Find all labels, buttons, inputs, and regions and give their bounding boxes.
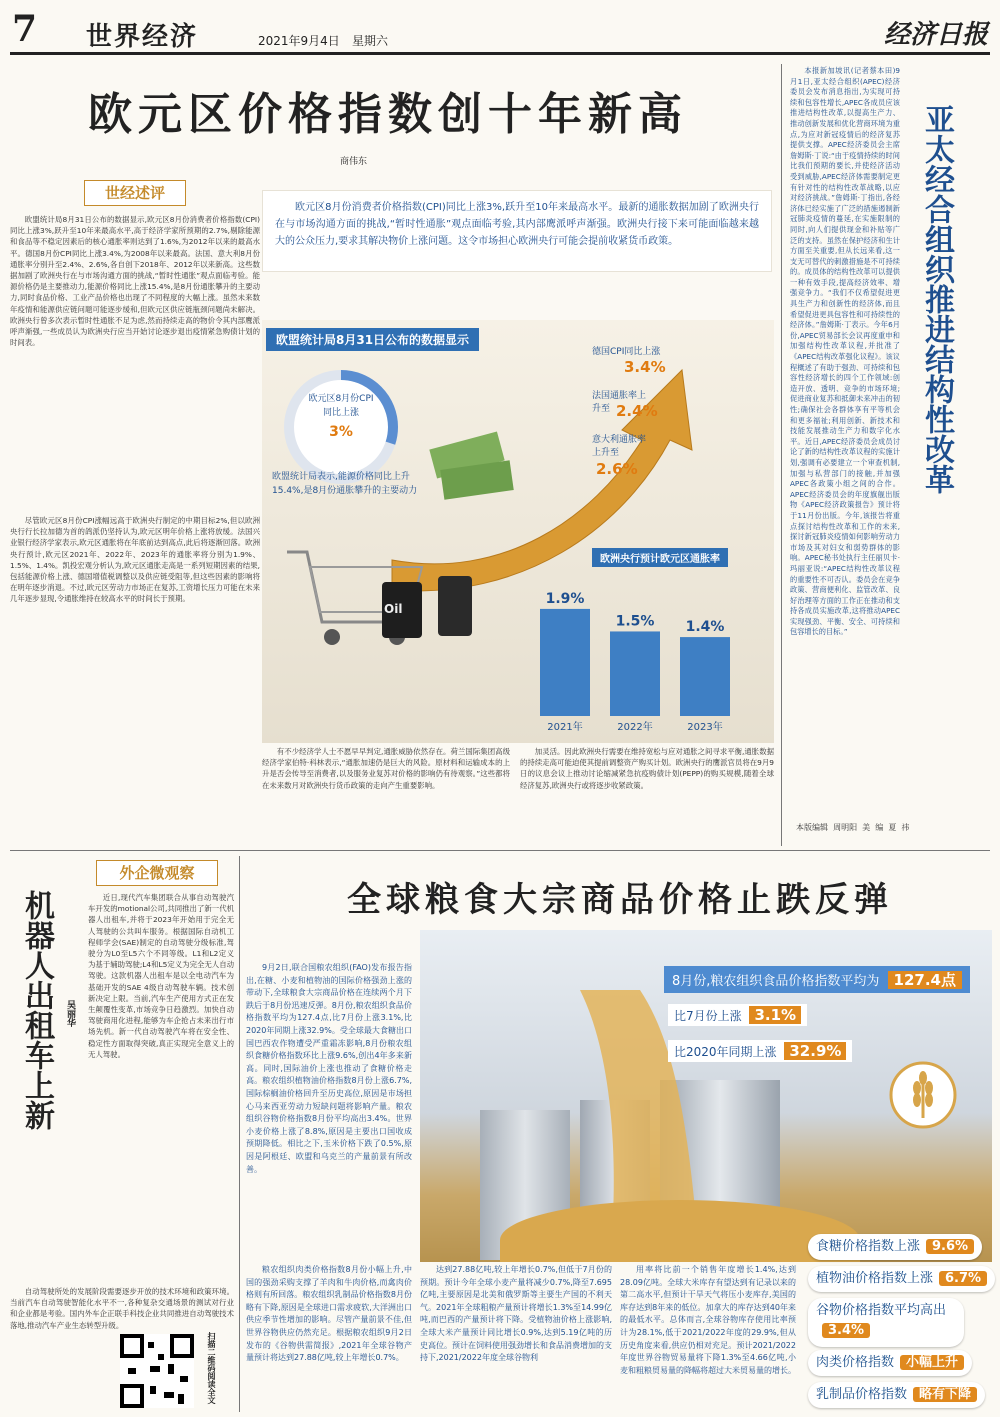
- mom-label: 比7月份上涨: [674, 1009, 742, 1023]
- fold-rule: [10, 850, 990, 851]
- page-number: 7: [12, 8, 38, 50]
- infographic-eurostat: [262, 320, 774, 743]
- mom-value: 3.1%: [749, 1006, 801, 1024]
- issue-weekday: 星期六: [352, 34, 389, 48]
- index-pill-meat: [808, 1350, 972, 1376]
- index-pill-sugar: [808, 1234, 982, 1260]
- apec-body: 本报新加坡讯(记者蔡本田)9月1日,亚太经合组织(APEC)经济委员会发布消息指出,为实现可持续和包容性增长,APEC各成员应该推进结构性改革,以提高生产力、推动创新发展和优化营商环境为重点,为应对新冠疫情后的经济复苏提供支撑。APEC经济委员会主席詹姆斯·丁说:“由于疫情持续的时间比我们预期的要长,并使经济活动受到威胁,APEC经济体需要制定更有针对性的结构性改革战略,以应对经济挑战。”詹姆斯·丁指出,各经济体已经实施了广泛的措施遏制新冠肺炎疫情的蔓延,在实施限制的同时,向人们提供现金和补贴等广泛的支持。虽然在保护经济和生计方面至关重要,但从长远来看,这一支无可替代的刺激措施是不可持续的。成员体的结构性改革可以提供一种有效手段,提高经济效率、增强竞争力。“我们不仅希望促进更具生产力和创新性的经济体,而且希望促进更具包容性和可持续性的经济体。”詹姆斯·丁表示。今年6月份,APEC贸易部长会议再度重申和加强结构性改革议程,并批准了《APEC结构改革强化议程》。该议程概述了有助于强劲、可持续和包容性经济增长的四个工作领域:创造开放、透明、竞争的市场环境;促进商业复苏和抵御未来冲击的韧性;确保社会各群体享有平等机会和更多福祉;利用创新、新技术和技能发展推动生产力和数字化水平。近日,APEC经济委员会成员讨论了新的结构性改革议程的实施计划,强调有必要建立一个审查机制,加强与私营部门的接触,并加强APEC各政策小组之间的合作。APEC经济委员会的年度旗舰出版物《APEC经济政策报告》预计将于11月份出版。今年,该报告将重点探讨结构性改革和工作的未来,探讨新冠肺炎疫情如何影响劳动力市场及其对妇女和弱势群体的影响。APEC秘书处执行主任丽贝卡·玛丽亚说:“APEC结构性改革议程的重要性不可否认。委员会在竞争政策、营商便利化、监管改革、良好治理等方面的工作正在推动和支持各成员实施改革,这将推动APEC实现强劲、平衡、安全、可持续和包容增长的目标。”: [790, 66, 900, 637]
- index-pill-cereal: [808, 1298, 964, 1347]
- section-name: 世界经济: [86, 22, 199, 52]
- forecast-bar-value: 1.4%: [685, 619, 725, 636]
- country-label-de: 德国CPI同比上涨: [592, 347, 661, 357]
- index-label: 乳制品价格指数: [816, 1387, 908, 1402]
- forecast-bar: [610, 631, 660, 716]
- story3-column-d: 用率将比前一个销售年度增长1.4%,达到28.09亿吨。全球大米库存有望达到有记录以来的第二高水平,但预计干旱天气将压小麦库存,美国的库存达到8年来的低位。加拿大的库存达到40年来的最低水平。总体而言,全球谷物库存使用比率预计为28.1%,低于2021/2022年度的29.9%,但从历史角度来看,供应仍相对充足。预计2021/2022年度世界谷物贸易量将下降1.3%至4.66亿吨,小麦和粗粮贸易量的降幅将超过大米贸易量的增长。: [620, 1265, 796, 1375]
- forecast-bar-category: 2022年: [617, 722, 653, 733]
- forecast-title: 欧洲央行预计欧元区通胀率: [592, 548, 728, 567]
- fao-index-value: 127.4点: [888, 971, 962, 989]
- cpi-ring-value: 3%: [329, 424, 353, 440]
- story1-column-d: 加灵活。因此欧洲央行需要在维持宽松与应对通胀之间寻求平衡,通胀数据的持续走高可能迫使其提前调整资产购买计划。欧洲央行的鹰派官员将在9月9日的议息会议上推动讨论缩减紧急抗疫购债计划(PEPP)的购买规模,随着全球经济复苏,欧洲央行或将逐步收紧政策。: [520, 747, 774, 790]
- issue-date: 2021年9月4日: [258, 34, 340, 48]
- index-value: 9.6%: [926, 1239, 974, 1254]
- index-pill-dairy: [808, 1382, 985, 1408]
- forecast-bar-chart: [522, 566, 752, 736]
- robotaxi-text-a: 近日,现代汽车集团联合从事自动驾驶汽车开发的motional公司,共同推出了新一代机器人出租车,并将于2023年开始用于完全无人驾驶的公共叫车服务。根据国际自动机工程师学会(SAE)制定的自动驾驶分级标准,驾驶分为L0至L5六个不同等级。L1和L2定义为基于辅助驾驶;L4和L5定义为完全无人自动驾驶。这款机器人出租车是以全电动汽车为基础开发的SAE 4级自动驾驶车辆。技术创新决定上限。当前,汽车生产使用方式正在发生颠覆性变革,市场竞争日趋激烈。加快自动驾驶商用化进程,能够为车企抢占未来出行市场先机。新一代自动驾驶汽车将在安全性、稳定性方面取得突破,真正实现完全意义上的无人驾驶。: [88, 893, 234, 1059]
- index-value: 略有下降: [913, 1387, 977, 1402]
- index-label: 食糖价格指数上涨: [816, 1239, 921, 1254]
- apec-title: 亚太经合组织推进结构性改革: [919, 104, 954, 494]
- forecast-bar-category: 2023年: [687, 722, 723, 733]
- yoy-value: 32.9%: [784, 1042, 846, 1060]
- country-value-fr: 2.4%: [616, 402, 658, 420]
- story1-column-a: 欧盟统计局8月31日公布的数据显示,欧元区8月份消费者价格指数(CPI)同比上涨3%,跃升至10年来最高水平,高于经济学家所预期的2.7%,剔除能源和食品等不稳定因素后的核心通胀率则达到了1.6%,为2012年以来的最高水平。德国8月份CPI同比上涨3.4%,为2008年以来最高。法国、意大利8月份通胀率分别升至2.4%、2.6%,各自创下2018年、2012年以来新高。这些数据加剧了欧洲央行在与市场沟通方面的挑战,“暂时性通胀”观点面临考验。能源价格仍是主要推动力,能源价格同比上涨15.4%,是8月份通胀攀升的主要动力,同时食品价格、工业产品价格也出现了不同程度的大幅上涨。虽然未来数年疫情和能源供应链问题可能逐步缓和,但欧元区供应链瓶颈问题尚未解决。欧洲央行曾多次表示暂时性通胀不足为虑,然而持续走高的物价令其内部鹰派呼声渐强,一些成员认为欧洲央行应当开始讨论逐步退出疫情紧急购债计划的时间表。: [10, 215, 260, 348]
- yoy-pill: [668, 1040, 852, 1062]
- forecast-bar-value: 1.9%: [545, 590, 585, 607]
- forecast-bar: [680, 637, 730, 716]
- sidebar-rule: [781, 64, 782, 846]
- index-value: 小幅上升: [900, 1355, 964, 1370]
- story3-column-c: 达到27.88亿吨,较上年增长0.7%,但低于7月份的预期。预计今年全球小麦产量将减少0.7%,降至7.695亿吨,主要原因是北美和俄罗斯等主要生产国的不利天气。2021年全球粗粮产量预计将增长1.3%至14.99亿吨,而巴西的产量预计将下降。受植物油价格上涨影响,全球大米产量预计同比增长0.9%,达到5.19亿吨的历史高位。预计在饲料使用强劲增长和食品消费增加的支持下,2021/2022年度全球谷物利: [420, 1265, 612, 1363]
- qr-code: [120, 1334, 194, 1408]
- index-value: 6.7%: [939, 1271, 987, 1286]
- paper-logo: 经济日报: [884, 20, 989, 50]
- story3-column-a: 9月2日,联合国粮农组织(FAO)发布报告指出,在糖、小麦和植物油的国际价格强劲上涨的带动下,全球粮食大宗商品价格在连续两个月下跌后于8月份迅速反弹。8月份,粮农组织食品价格指数平均为127.4点,比7月份上涨3.1%,比2020年同期上涨32.9%。受全球最大食糖出口国巴西农作物遭受严重霜冻影响,8月份粮农组织食糖价格指数环比上涨9.6%,创出4年多来新高。同时,国际油价上涨也推动了食糖价格走高。粮农组织植物油价格指数8月份上涨6.7%,国际棕榈油价格回升至历史高位,原因是市场担心马来西亚劳动力短缺问题将影响产量。粮农组织谷物价格指数8月份平均高出3.4%。世界小麦价格上涨了8.8%,原因是主要出口国收成预期降低。相比之下,玉米价格下跌了0.5%,原因是阿根廷、欧盟和乌克兰的产量前景有所改善。: [246, 963, 412, 1174]
- robotaxi-author: 吴丽华: [65, 1000, 75, 1027]
- masthead-rule: [10, 52, 990, 55]
- yoy-label: 比2020年同期上涨: [674, 1045, 777, 1059]
- fao-index-label-text: 8月份,粮农组织食品价格指数平均为: [672, 974, 880, 989]
- qr-caption: 扫描二维码阅读全文: [207, 1332, 216, 1404]
- mom-pill: [668, 1004, 807, 1026]
- story1-byline: 商伟东: [340, 157, 368, 167]
- robotaxi-text-b: 自动驾驶所处的发展阶段需要逐步开放的技术环境和政策环境。当前汽车自动驾驶智能化水平不一,各种复杂交通场景的测试对行业和企业都是考验。国内外车企正联手科技企业共同推进自动驾驶技术落地,推动汽车产业生态转型升级。: [10, 1287, 234, 1330]
- index-label: 谷物价格指数平均高出: [816, 1303, 947, 1318]
- country-value-de: 3.4%: [624, 358, 666, 376]
- country-value-it: 2.6%: [596, 460, 638, 478]
- story1-lede: [262, 190, 772, 272]
- infographic-title: 欧盟统计局8月31日公布的数据显示: [266, 328, 479, 351]
- energy-note: 欧盟统计局表示,能源价格同比上升15.4%,是8月份通胀攀升的主要动力: [272, 472, 418, 496]
- index-label: 植物油价格指数上涨: [816, 1271, 934, 1286]
- left-col-rule: [239, 856, 240, 1412]
- oil-label: Oil: [384, 602, 403, 616]
- story3-headline: 全球粮食大宗商品价格止跌反弹: [347, 880, 893, 920]
- column-tag-commentary: 世经述评: [84, 180, 186, 206]
- story3-column-b: 粮农组织肉类价格指数8月份小幅上升,中国的强劲采购支撑了羊肉和牛肉价格,而禽肉价格则有所回落。粮农组织乳制品价格指数8月份略有下降,原因是全球进口需求疲软,大洋洲出口供应季节性增加的影响。尽管产量前景不佳,但世界谷物供应仍然充足。根据粮农组织9月2日发布的《谷物供需简报》,2021年全球谷物产量预计将达到27.88亿吨,较上年增长0.7%。: [246, 1265, 412, 1363]
- column-tag-foreign-biz: 外企微观察: [96, 860, 218, 886]
- forecast-bar: [540, 609, 590, 716]
- country-label-fr: 法国通胀率上升至: [592, 391, 647, 414]
- oil-barrel-2: [438, 576, 472, 636]
- forecast-bar-category: 2021年: [547, 722, 583, 733]
- story1-column-c: 有不少经济学人士不愿早早判定,通胀威胁依然存在。荷兰国际集团高级经济学家伯特·科林表示,“通胀加速仍是巨大的风险。原材料和运输成本的上升是否会传导至消费者,以及服务业复苏对价格的影响仍有待观察。”这些都将在未来数月对欧洲央行货币政策的走向产生重要影响。: [262, 747, 510, 790]
- story1-headline: 欧元区价格指数创十年新高: [88, 89, 688, 140]
- lede-text: 欧元区8月份消费者价格指数(CPI)同比上涨3%,跃升至10年来最高水平。最新的通胀数据加剧了欧洲央行在与市场沟通方面的挑战,“暂时性通胀”观点面临考验,其内部鹰派呼声渐强。欧洲央行接下来可能面临越来越大的公众压力,要求其解决物价上涨问题。这令市场担心欧洲央行可能会提前收紧货币政策。: [275, 202, 759, 247]
- index-label: 肉类价格指数: [816, 1355, 895, 1370]
- story1-column-b: 尽管欧元区8月份CPI涨幅远高于欧洲央行制定的中期目标2%,但以欧洲央行行长拉加德为首的鸽派仍坚持认为,欧元区明年价格上涨将放缓。法国兴业银行经济学家表示,欧元区通胀将在年底前达到高点,此后将逐渐回落。欧洲央行预计,欧元区2021年、2022年、2023年的通胀率将分别为1.9%、1.5%、1.4%。凯投宏观分析认为,欧元区通胀走高是一系列短期因素的结果,包括能源价格上涨、德国增值税调整以及供应链受阻等,但这些因素的影响将在明年逐步消退。不过,欧元区劳动力市场正在复苏,工资增长压力可能在未来几年逐步显现,令通胀维持在较高水平的时间长于预期。: [10, 516, 260, 604]
- wheat-emblem-icon: [888, 1060, 958, 1130]
- grain-infographic: [420, 930, 992, 1262]
- country-label-it: 意大利通胀率上升至: [592, 435, 647, 458]
- cpi-ring-caption: 欧元区8月份CPI同比上涨: [308, 394, 374, 418]
- editors-credit: 本版编辑 周明阳 美 编 夏 祎: [796, 823, 910, 832]
- robotaxi-title: 机器人出租车上新: [19, 890, 54, 1130]
- index-value: 3.4%: [822, 1323, 870, 1338]
- fao-index-label: [664, 966, 970, 993]
- index-pill-vegoil: [808, 1266, 995, 1292]
- forecast-bar-value: 1.5%: [615, 613, 655, 630]
